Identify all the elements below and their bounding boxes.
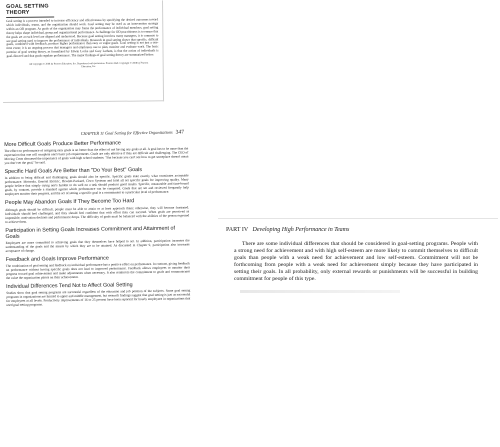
- top-body-text: Goal setting is a process intended to increase efficiency and effectiveness by specifying the desired outcomes toward which individuals, teams, and the organization should work. Goal setting may be used as an intervention strategy within an OD program. As goals of the organization may frame the performance of individual members, goal setting theory helps shape individual, group and organizational performance. A challenge for OD practitioners is to ensure that the goals set at each level are aligned and understood. Because goal setting involves many managers, it is common to see goal setting used to improve the performance of individuals. Research in goal setting shows that specific, difficult goals, combined with feedback, produce higher performance than easy or vague goals. Goal setting is not just a one-time event; it is an ongoing process that managers and employees use to plan, monitor and evaluate work. The basic premise of goal setting theory, as formulated by Edwin Locke and Gary Latham, is that the action of individuals is goal-directed and that goals regulate performance. The major findings of goal setting theory are summarized below.: [6, 17, 159, 59]
- part-header: [226, 227, 349, 233]
- right-page-fragment: [218, 218, 498, 329]
- section-heading: More Difficult Goals Produce Better Performance: [4, 140, 121, 148]
- section-body: Studies show that goal setting programs are successful regardless of the education and job position of the subjects. Some goal setting programs in organizations are limited to upper and middle management, but research findings suggest that goal setting is just as successful for employees at all levels. Productivity improvements of 16 to 25 percent have been reported for hourly employees in organizations that used goal setting programs.: [6, 288, 191, 308]
- section-difficult-goals: [4, 139, 188, 165]
- section-body: The combination of goal setting and feedback on individual performance has a positive effect on performance. In contrast, giving feedback on performance without having specific goals does not lead to improved performance. Feedback allows employees to monitor their progress toward goal achievement and make adjustments when necessary. It also reinforces the commitment to goals and communicates the value the organization places on their achievement.: [5, 261, 190, 281]
- section-participation: [5, 225, 189, 253]
- top-page-fragment: [2, 0, 164, 103]
- body-paragraph: There are some individual differences that should be considered in goal-setting programs. People with a strong need for achievement and with high self-esteem are more likely to commit themselves to difficult goals than people with a weak need for achievement and low self-esteem. Commitment will not be forthcoming from people with a weak need for achievement simply because they have participated in setting their goals. In all probability, only external rewards or punishments will be successful in building commitment for people of this type.: [234, 241, 478, 282]
- main-page: [2, 129, 194, 444]
- section-specific-goals: [5, 167, 189, 197]
- faded-text-line: [240, 290, 400, 293]
- part-title: Developing High Performance in Teams: [252, 227, 350, 233]
- section-heading: Participation in Setting Goals Increases Commitment and Attainment of Goals: [5, 225, 175, 240]
- section-body: Although goals should be difficult, people must be able to attain or at least approach them; otherwise, they will become frustrated. Individuals should feel challenged, and they should feel confident that with effort they can succeed. When goals are perceived as impossible, motivation declines and performance drops. The difficulty of goals must be balanced with the abilities of the person expected to achieve them.: [5, 205, 190, 224]
- section-body: In addition to being difficult and challenging, goals should also be specific. Specific goals state exactly what constitutes acceptable performance. Motorola, General Electric, Hewlett-Packard, Cisco Systems and Intel all set specific goals for improving quality. Many people believe that simply trying one's hardest to do well on a task should produce good results. Specific, measurable and time-bound goals, by contrast, provide a standard against which performance can be compared. Goals that are set and reviewed frequently help employees monitor their progress, and the act of setting a specific goal is a commitment to a particular level of performance.: [4, 173, 189, 197]
- section-abandon-goals: [5, 198, 189, 224]
- running-head: [2, 129, 184, 138]
- running-head-title: CHAPTER 11 Goal Setting for Effective Organizations: [80, 129, 173, 136]
- page-number: 347: [175, 129, 185, 136]
- section-individual-differences: [6, 282, 190, 308]
- section-body: The effect on performance of assigning easy goals is no better than the effect of not having any goals at all. A goal has to be more than the expectation that one will complete one's basic job requirements. Goals are only effective if they are difficult and challenging. The CEO of Moving Costs discussed the importance of goals with high school students: "But because you can't see how to get someplace doesn't mean you don't set the goal," he said.: [4, 146, 189, 166]
- part-label: PART IV: [226, 227, 249, 233]
- copyright-footnote: All Copyright © 2008 by Pearson Education, Inc. Reproduced with permission. Prentice Hall. Copyright © 2008 by Pearson Education, Inc.: [29, 61, 149, 69]
- section-feedback: [6, 254, 190, 280]
- section-heading: Feedback and Goals Improve Performance: [5, 255, 109, 263]
- section-heading: Individual Differences Tend Not to Affect Goal Setting: [6, 282, 133, 291]
- section-heading: People May Abandon Goals If They Become Too Hard: [4, 198, 135, 207]
- section-heading: Specific Hard Goals Are Better than "Do Your Best" Goals: [4, 167, 143, 176]
- section-title: GOAL SETTING THEORY: [6, 3, 54, 18]
- section-body: Employees are more committed to achieving goals that they themselves have helped to set. In addition, participation increases the understanding of the goals and the means by which they are to be attained. As discussed in Chapter 9, participation also increases acceptance of change.: [5, 238, 190, 253]
